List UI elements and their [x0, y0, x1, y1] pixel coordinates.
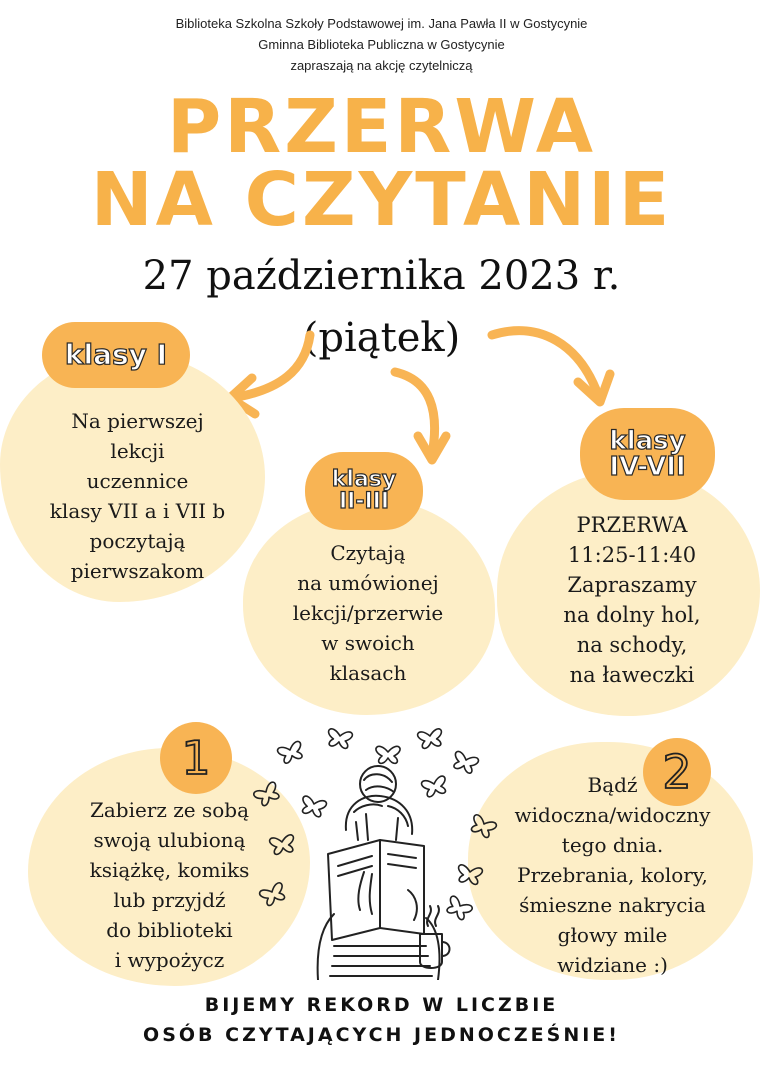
butterfly-icon	[299, 795, 327, 818]
group-1-badge: klasy I	[42, 322, 190, 388]
butterfly-icon	[259, 882, 288, 908]
reading-girl-illustration	[248, 722, 520, 980]
group-3-badge-line-2: IV-VII	[609, 452, 686, 482]
group-2-text: Czytają na umówionej lekcji/przerwie w swoich klasach	[292, 541, 444, 685]
event-date: 27 października 2023 r.	[142, 253, 621, 299]
butterfly-icon	[269, 834, 296, 855]
butterfly-icon	[277, 741, 305, 765]
tip-2-text: Bądź widoczna/widoczny tego dnia. Przebrania, kolory, śmieszne nakrycia głowy mile widziane :)	[514, 773, 711, 977]
group-3-text: PRZERWA 11:25-11:40 Zapraszamy na dolny hol, na schody, na ławeczki	[563, 513, 701, 687]
poster-title-line-1: PRZERWA	[167, 84, 596, 170]
group-2-badge-line-1: klasy	[331, 467, 397, 492]
tip-2-number: 2	[643, 738, 711, 806]
arrow-icon	[395, 372, 446, 460]
butterfly-icon	[451, 751, 479, 775]
poster-title-line-2: NA CZYTANIE	[90, 157, 673, 243]
butterfly-icon	[421, 775, 449, 798]
butterfly-icon	[444, 895, 473, 922]
footer-line-2: OSÓB CZYTAJĄCYCH JEDNOCZEŚNIE!	[143, 1024, 620, 1046]
butterfly-icon	[417, 728, 444, 749]
butterfly-icon	[456, 864, 483, 885]
event-weekday: (piątek)	[302, 315, 461, 361]
butterfly-icon	[253, 781, 282, 808]
group-3-badge	[580, 408, 715, 500]
butterfly-icon	[376, 746, 400, 763]
invitation-line: zapraszają na akcję czytelniczą	[290, 58, 473, 73]
group-1-text: Na pierwszej lekcji uczennice klasy VII a i VII b poczytają pierwszakom	[49, 409, 226, 583]
butterfly-icon	[468, 814, 497, 840]
organizer-line-1: Biblioteka Szkolna Szkoły Podstawowej im. Jana Pawła II w Gostycynie	[175, 16, 588, 31]
organizer-line-2: Gminna Biblioteka Publiczna w Gostycynie	[258, 37, 505, 52]
footer-line-1: BIJEMY REKORD W LICZBIE	[204, 994, 559, 1016]
tip-1-number: 1	[160, 722, 232, 794]
group-2-badge	[305, 452, 423, 530]
group-2-badge-line-2: II-III	[338, 489, 390, 514]
group-3-badge-line-1: klasy	[609, 426, 686, 456]
tip-1-text: Zabierz ze sobą swoją ulubioną książkę, komiks lub przyjdź do biblioteki i wypożycz	[89, 798, 250, 972]
butterfly-icon	[326, 728, 353, 749]
